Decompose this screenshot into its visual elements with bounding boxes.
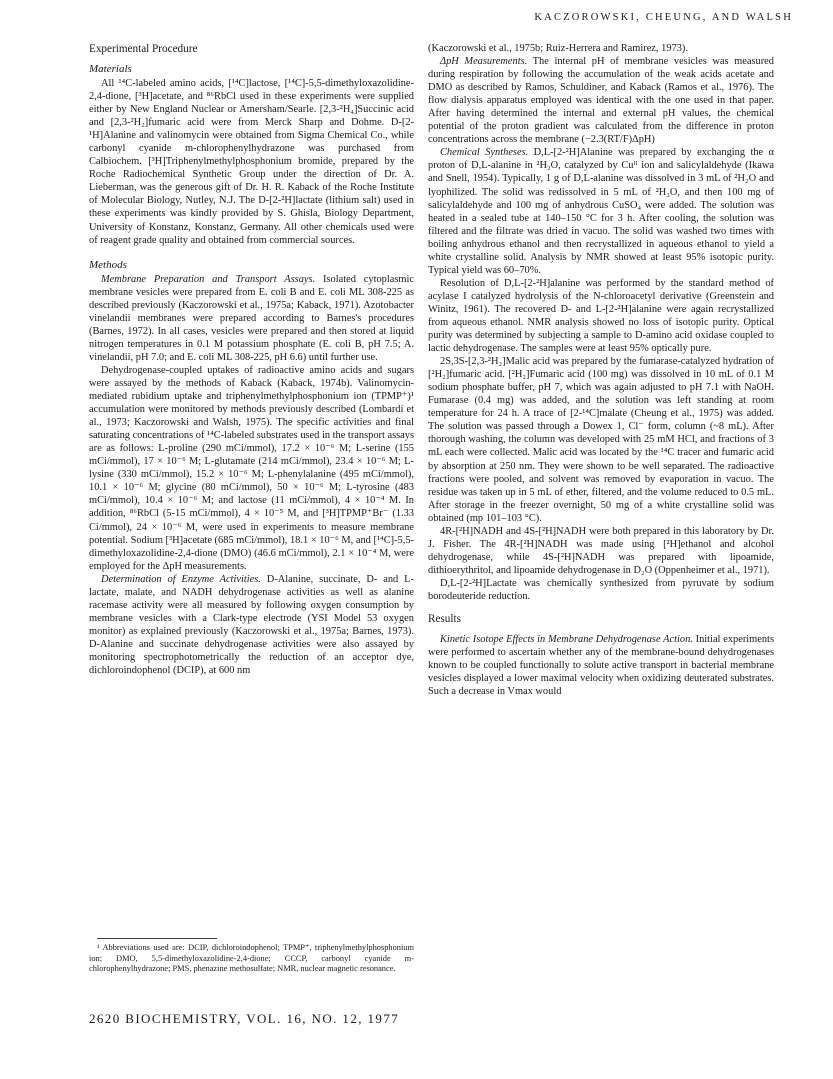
chemical-paragraph — [428, 146, 774, 276]
footnote-rule — [97, 938, 217, 939]
dph-paragraph — [428, 55, 774, 146]
footnote-abbreviations: ¹ Abbreviations used are: DCIP, dichloroindophenol; TPMP⁺, triphenylmethylphosphonium ion; DMO, 5,5-dimethyloxazolidine-2,4-dione; CCCP, carbonyl cyanide m-chlorophenylhydrazone; PMS, phenazine methosulfate; NMR, nuclear magnetic resonance. — [89, 943, 414, 974]
footnote-area — [89, 938, 414, 975]
chemical-run-in-title: Chemical Syntheses. — [440, 147, 529, 159]
kinetic-text: Initial experiments were performed to ascertain whether any of the membrane-bound dehydrogenases known to be coupled functionally to solute active transport in bacterial membrane vesicles displayed a lower maximal velocity when oxidizing deuterated substrates. Such a decrease in Vmax would — [428, 634, 774, 698]
materials-heading: Materials — [89, 63, 132, 75]
enzyme-text: D-Alanine, succinate, D- and L-lactate, malate, and NADH dehydrogenase activities as well as alanine racemase activity were all measured by following oxygen consumption by membrane vesicles with a Clark-type electrode (YSI Model 53 oxygen monitor) as explained previously (Kaczorowski et al., 1975a; Barnes, 1973). D-Alanine and succinate dehydrogenase activities were also assayed by monitoring spectrophotometrically the reduction of an acceptor dye, dichloroindophenol (DCIP), at 600 nm — [89, 573, 414, 677]
right-column — [428, 42, 774, 698]
membrane-paragraph — [89, 273, 414, 364]
resolution-paragraph: Resolution of D,L-[2-²H]alanine was performed by the standard method of acylase I catalyzed hydrolysis of the N-chloroacetyl derivative (Greenstein and Winitz, 1961). The recovered D- and L-[2-²H]alanine were again recrystallized from aqueous ethanol. NMR analysis showed no loss of isotopic purity. Optical purity was determined by subjecting a sample to D-amino acid oxidase coupled to lactic dehydrogenase. The samples were at least 95% optically pure. — [428, 277, 774, 355]
methods-heading: Methods — [89, 258, 127, 271]
malic-paragraph: 2S,3S-[2,3-²H₂]Malic acid was prepared by the fumarase-catalyzed hydration of [²H₂]fumaric acid. [²H₂]Fumaric acid (100 mg) was dissolved in 10 mL of 0.1 M sodium phosphate buffer, pH 7, which was again adjusted to pH 7.1 with NaOH. Fumarase (0.4 mg) was added, and the solution was left standing at room temperature for 24 h. A trace of [2-¹⁴C]malate (Cheung et al., 1975) was added. The solution was passed through a Dowex 1, Cl⁻ form, column (~8 mL). After thorough washing, the column was developed with 25 mM HCl, and fractions of 3 mL each were collected. Malic acid was located by the ¹⁴C tracer and fumaric acid by absorption at 250 nm. They were shown to be well separated. The radioactive fractions were pooled, and solvent was removed by evaporation in vacuo. The residue was taken up in 5 mL of ether, filtered, and the volume reduced to 0.5 mL. After storage in the freezer overnight, 50 mg of a white crystalline solid was obtained (mp 101–103 °C). — [428, 356, 774, 524]
lactate-paragraph: D,L-[2-²H]Lactate was chemically synthesized from pyruvate by sodium borodeuteride reduction. — [428, 577, 774, 602]
kinetic-run-in-title: Kinetic Isotope Effects in Membrane Dehydrogenase Action. — [440, 634, 693, 646]
membrane-text: Isolated cytoplasmic membrane vesicles were prepared from E. coli B and E. coli ML 308-225 as described previously (Kaczorowski et al., 1975a; Kaback, 1971). Azotobacter vinelandii membranes were prepared according to Barnes's procedures (Barnes, 1972). In all cases, vesicles were prepared and then stored at liquid nitrogen temperatures in 0.1 M potassium phosphate (E. coli B, pH 7.5; A. vinelandii, pH 7.0; and E. coli ML 308-225, pH 6.6) until further use. — [89, 273, 414, 363]
section-title: Experimental Procedure — [89, 43, 198, 55]
running-head: KACZOROWSKI, CHEUNG, AND WALSH — [534, 12, 793, 23]
continuation-paragraph: (Kaczorowski et al., 1975b; Ruiz-Herrera and Ramirez, 1973). — [428, 43, 688, 54]
left-column — [89, 42, 414, 677]
chemical-text: D,L-[2-²H]Alanine was prepared by exchanging the α proton of D,L-alanine in ²H₂O, catalyzed by Cuᴵᴵ ion and salicylaldehyde (Ikawa and Snell, 1954). Typically, 1 g of D,L-alanine was dissolved in 3 mL of ²H₂O and lyophilized. The solid was redissolved in 5 mL of ²H₂O, and then 100 mg of salicylaldehyde and 100 mg of anhydrous CuSO₄ were added. The solution was heated in a sealed tube at 140–150 °C for 3 h. After cooling, the solution was filtered and the filtrate was dried in vacuo. The solid was washed two times with boiling anhydrous ethanol and then recrystallized in aqueous ethanol to yield a white crystalline solid. Analysis by NMR showed at least 95% isotopic purity. Typical yield was 60–70%. — [428, 147, 774, 276]
results-heading: Results — [428, 613, 461, 626]
dph-text: The internal pH of membrane vesicles was measured during respiration by following the accumulation of the weak acids acetate and DMO as described by Ramos, Schuldiner, and Kaback (Ramos et al., 1976). The flow dialysis apparatus employed was identical with the one used in that paper. After having determined the internal and external pH values, the chemical potential of the proton gradient was calculated from the difference in proton concentrations across the membrane (−2.3(RT/F)ΔpH) — [428, 56, 774, 146]
page-folio: 2620 BIOCHEMISTRY, VOL. 16, NO. 12, 1977 — [89, 1011, 400, 1026]
enzyme-paragraph — [89, 573, 414, 677]
membrane-run-in-title: Membrane Preparation and Transport Assays. — [101, 273, 316, 285]
materials-paragraph: All ¹⁴C-labeled amino acids, [¹⁴C]lactose, [¹⁴C]-5,5-dimethyloxazolidine-2,4-dione, [³H]acetate, and ⁸⁶RbCl used in these experiments were supplied either by New England Nuclear or Amersham/Searle. [2,3-²H₄]Succinic acid and [2,3-²H₂]fumaric acid were from Merck Sharp and Dohme. D-[2-¹H]Alanine and valinomycin were obtained from Sigma Chemical Co., while carbonyl cyanide m-chlorophenylhydrazone was purchased from Calbiochem. [³H]Triphenylmethylphosphonium bromide, prepared by the Roche Radiochemical Synthetic Group under the direction of Dr. A. Lieberman, was the generous gift of Dr. H. R. Kaback of the Roche Institute of Molecular Biology, Nutley, N.J. The D-[2-²H]lactate (lithium salt) used in these experiments was kindly provided by S. Ghisla, Biology Department, University of Konstanz, Konstanz, Germany. All other chemicals used were of reagent grade quality and obtained from commercial sources. — [89, 78, 414, 246]
kinetic-paragraph — [428, 633, 774, 698]
enzyme-run-in-title: Determination of Enzyme Activities. — [101, 573, 261, 585]
dehydrogenase-paragraph: Dehydrogenase-coupled uptakes of radioactive amino acids and sugars were assayed by the methods of Kaback (Kaback, 1974b). Valinomycin-mediated rubidium uptake and triphenylmethylphosphonium ion (TPMP⁺)¹ accumulation were monitored by methods previously described (Lombardi et al., 1973; Kaczorowski and Walsh, 1975). The specific activities and final saturating concentrations of ¹⁴C-labeled substrates used in the transport assays are as follows: L-proline (290 mCi/mmol), 17.2 × 10⁻⁶ M; L-serine (155 mCi/mmol), 17 × 10⁻⁶ M; L-glutamate (214 mCi/mmol), 23.4 × 10⁻⁶ M; L-lysine (330 mCi/mmol), 15.2 × 10⁻⁶ M; L-phenylalanine (495 mCi/mmol), 10.1 × 10⁻⁶ M; glycine (80 mCi/mmol), 50 × 10⁻⁶ M; L-tyrosine (483 mCi/mmol), 10.4 × 10⁻⁶ M; and lactose (11 mCi/mmol), 4 × 10⁻⁴ M. In addition, ⁸⁶RbCl (5-15 mCi/mmol), 4 × 10⁻⁵ M, and [³H]TPMP⁺Br⁻ (1.33 Ci/mmol), 24 × 10⁻⁶ M, were used in experiments to measure membrane potential. Sodium [³H]acetate (685 mCi/mmol), 18.1 × 10⁻⁶ M, and [¹⁴C]-5,5-dimethyloxazolidine-2,4-dione (DMO) (46.6 mCi/mmol), 2.1 × 10⁻⁴ M, were employed for the ΔpH measurements. — [89, 364, 415, 572]
nadh-paragraph: 4R-[²H]NADH and 4S-[²H]NADH were both prepared in this laboratory by Dr. J. Fisher. The 4R-[²H]NADH was made using [²H]ethanol and alcohol dehydrogenase, while 4S-[²H]NADH was prepared with lipoamide, dithioerythritol, and lipoamide dehydrogenase in D₂O (Oppenheimer et al., 1971). — [428, 525, 774, 576]
dph-run-in-title: ΔpH Measurements. — [440, 56, 528, 68]
